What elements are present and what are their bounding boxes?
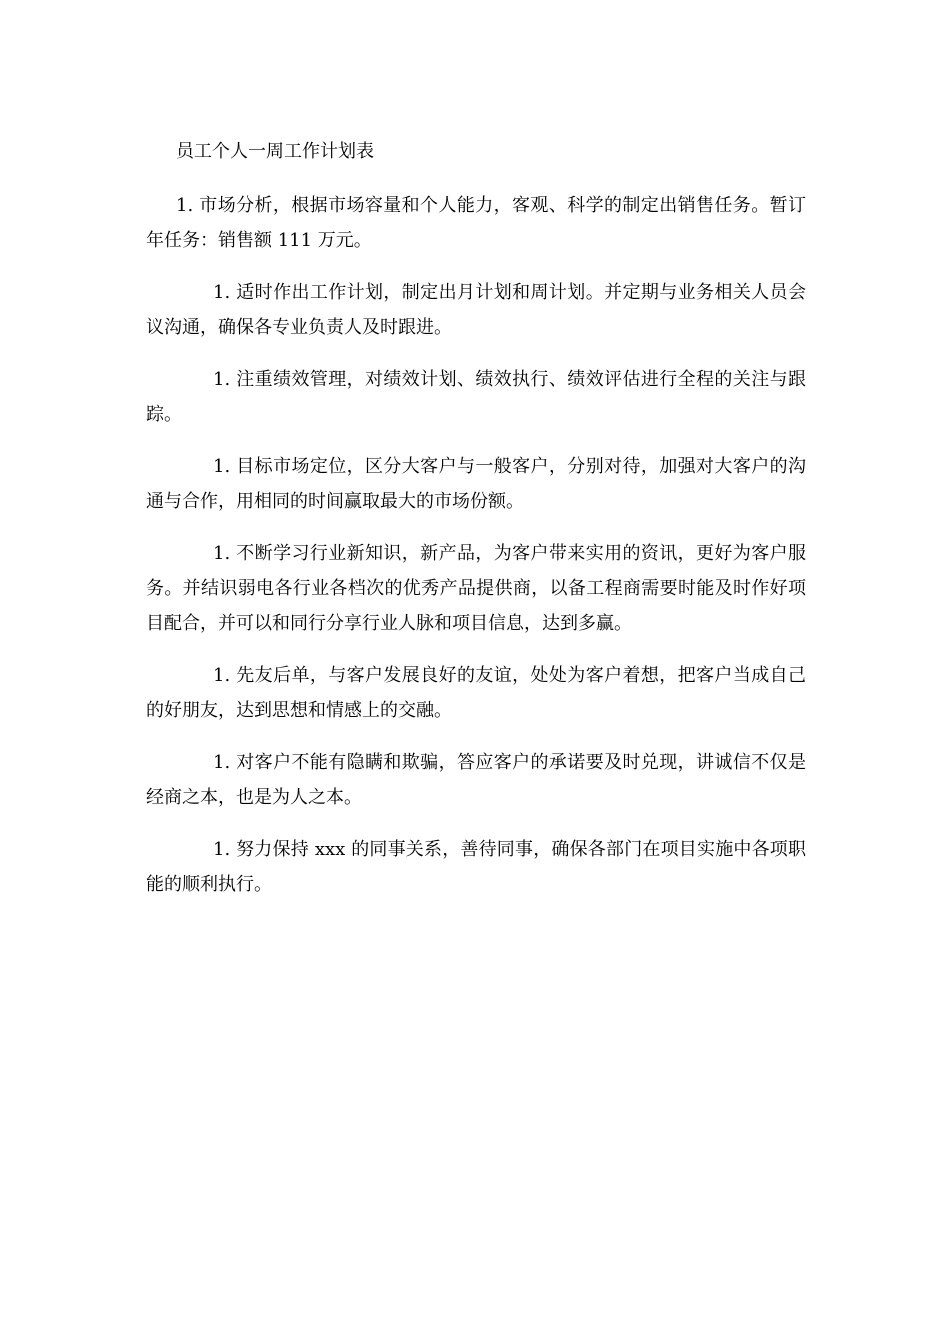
document-body: [146, 134, 806, 919]
paragraph-colleague-relations: 1. 努力保持 xxx 的同事关系，善待同事，确保各部门在项目实施中各项职能的顺利执行。: [146, 839, 806, 895]
paragraph-market-analysis: 1. 市场分析，根据市场容量和个人能力，客观、科学的制定出销售任务。暂订年任务：销售额 111 万元。: [146, 195, 806, 251]
paragraph-target-market: 1. 目标市场定位，区分大客户与一般客户，分别对待，加强对大客户的沟通与合作，用相同的时间赢取最大的市场份额。: [146, 456, 806, 512]
paragraph-continuous-learning: 1. 不断学习行业新知识，新产品，为客户带来实用的资讯，更好为客户服务。并结识弱电各行业各档次的优秀产品提供商，以备工程商需要时能及时作好项目配合，并可以和同行分享行业人脉和项目信息，达到多赢。: [146, 543, 806, 634]
document-title: 员工个人一周工作计划表: [176, 141, 374, 162]
paragraph-honesty: 1. 对客户不能有隐瞒和欺骗，答应客户的承诺要及时兑现，讲诚信不仅是经商之本，也是为人之本。: [146, 752, 806, 808]
paragraph-performance-management: 1. 注重绩效管理，对绩效计划、绩效执行、绩效评估进行全程的关注与跟踪。: [146, 369, 806, 425]
paragraph-customer-friendship: 1. 先友后单，与客户发展良好的友谊，处处为客户着想，把客户当成自己的好朋友，达到思想和情感上的交融。: [146, 665, 806, 721]
paragraph-work-plan: 1. 适时作出工作计划，制定出月计划和周计划。并定期与业务相关人员会议沟通，确保各专业负责人及时跟进。: [146, 282, 806, 338]
